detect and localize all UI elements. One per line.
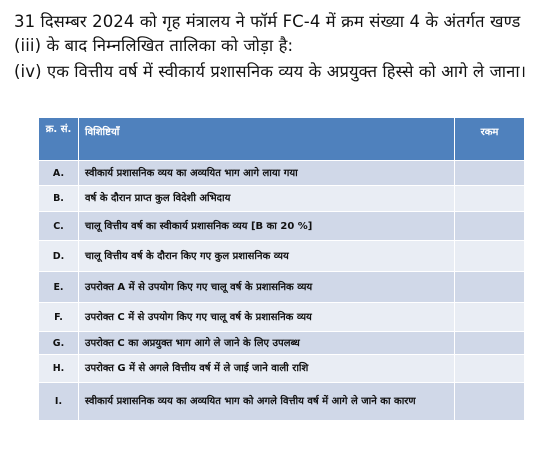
row-serial: D. [39,241,79,272]
row-amount-cell [455,383,525,421]
row-serial: F. [39,303,79,332]
row-serial: G. [39,332,79,355]
row-serial: E. [39,272,79,303]
table-header-row [39,118,525,161]
row-amount-cell [455,186,525,212]
table-row [39,241,525,272]
table-row [39,332,525,355]
row-particular: उपरोक्त C का अप्रयुक्त भाग आगे ले जाने के लिए उपलब्ध [79,332,455,355]
row-serial: H. [39,355,79,383]
row-amount-cell [455,303,525,332]
row-particular: उपरोक्त G में से अगले वित्तीय वर्ष में ले जाई जाने वाली राशि [79,355,455,383]
table-row [39,355,525,383]
header-amount: रकम [455,118,525,161]
row-amount-cell [455,355,525,383]
row-particular: चालू वित्तीय वर्ष के दौरान किए गए कुल प्रशासनिक व्यय [79,241,455,272]
row-particular: चालू वित्तीय वर्ष का स्वीकार्य प्रशासनिक व्यय [B का 20 %] [79,212,455,241]
row-serial: C. [39,212,79,241]
carry-forward-table [38,117,525,421]
row-serial: I. [39,383,79,421]
row-serial: B. [39,186,79,212]
intro-paragraph-2: (iv) एक वित्तीय वर्ष में स्वीकार्य प्रशासनिक व्यय के अप्रयुक्त हिस्से को आगे ले जाना। [14,62,527,81]
row-particular: उपरोक्त A में से उपयोग किए गए चालू वर्ष के प्रशासनिक व्यय [79,272,455,303]
row-amount-cell [455,332,525,355]
table-row [39,272,525,303]
header-serial-number: क्र. सं. [39,118,79,161]
table-row [39,383,525,421]
table-row [39,212,525,241]
row-amount-cell [455,161,525,186]
row-particular: उपरोक्त C में से उपयोग किए गए चालू वर्ष के प्रशासनिक व्यय [79,303,455,332]
table-row [39,161,525,186]
header-particulars: विशिष्टियाँ [79,118,455,161]
row-amount-cell [455,272,525,303]
row-serial: A. [39,161,79,186]
intro-paragraph-1: 31 दिसम्बर 2024 को गृह मंत्रालय ने फॉर्म FC-4 में क्रम संख्या 4 के अंतर्गत खण्ड (iii) के बाद निम्नलिखित तालिका को जोड़ा है: [14,12,521,55]
row-amount-cell [455,241,525,272]
row-particular: वर्ष के दौरान प्राप्त कुल विदेशी अभिदाय [79,186,455,212]
intro-text [14,10,529,84]
row-amount-cell [455,212,525,241]
table-row [39,303,525,332]
row-particular: स्वीकार्य प्रशासनिक व्यय का अव्ययित भाग को अगले वित्तीय वर्ष में आगे ले जाने का कारण [79,383,455,421]
table-row [39,186,525,212]
row-particular: स्वीकार्य प्रशासनिक व्यय का अव्ययित भाग आगे लाया गया [79,161,455,186]
